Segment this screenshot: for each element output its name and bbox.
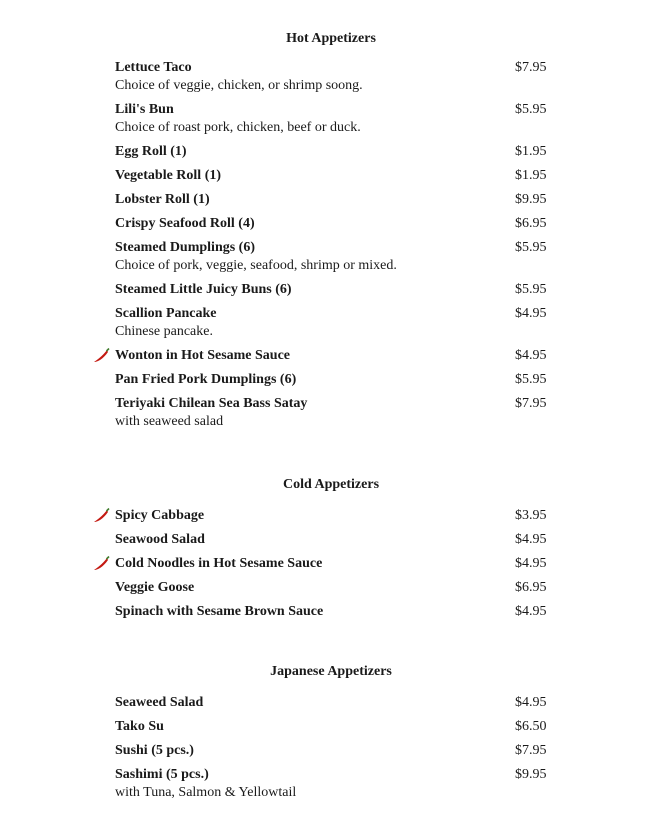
- item-name: Teriyaki Chilean Sea Bass Satay: [115, 396, 308, 411]
- item-price: $1.95: [515, 168, 547, 183]
- item-price: $1.95: [515, 144, 547, 159]
- item-name: Vegetable Roll (1): [115, 168, 222, 183]
- menu-item: [0, 579, 662, 603]
- item-name: Steamed Little Juicy Buns (6): [115, 282, 292, 297]
- item-price: $6.95: [515, 216, 547, 231]
- section-japanese-appetizers: [0, 663, 662, 808]
- section-hot-appetizers: [0, 30, 662, 437]
- item-price: $7.95: [515, 743, 547, 758]
- item-name: Scallion Pancake: [115, 306, 217, 321]
- menu-item: [0, 371, 662, 395]
- item-price: $4.95: [515, 348, 547, 363]
- item-list: [0, 59, 662, 437]
- item-name: Seawood Salad: [115, 532, 205, 547]
- item-name: Lettuce Taco: [115, 60, 192, 75]
- item-price: $6.95: [515, 580, 547, 595]
- menu-item: [0, 531, 662, 555]
- menu-item: [0, 281, 662, 305]
- item-name: Lobster Roll (1): [115, 192, 210, 207]
- item-list: [0, 507, 662, 627]
- section-title: Cold Appetizers: [282, 477, 380, 492]
- menu-item: [0, 742, 662, 766]
- item-name: Cold Noodles in Hot Sesame Sauce: [115, 556, 323, 571]
- item-name: Sushi (5 pcs.): [115, 743, 194, 758]
- chili-pepper-icon: [92, 508, 110, 524]
- section-cold-appetizers: [0, 476, 662, 627]
- menu-item: [0, 305, 662, 347]
- item-price: $5.95: [515, 102, 547, 117]
- menu-item: [0, 718, 662, 742]
- item-name: Veggie Goose: [115, 580, 195, 595]
- menu-item: [0, 191, 662, 215]
- menu-item: [0, 347, 662, 371]
- item-price: $9.95: [515, 192, 547, 207]
- menu-item: [0, 694, 662, 718]
- menu-item: [0, 239, 662, 281]
- menu-item: [0, 555, 662, 579]
- item-name: Pan Fried Pork Dumplings (6): [115, 372, 297, 387]
- item-name: Crispy Seafood Roll (4): [115, 216, 255, 231]
- item-price: $5.95: [515, 240, 547, 255]
- item-price: $6.50: [515, 719, 547, 734]
- chili-pepper-icon: [92, 348, 110, 364]
- section-title: Japanese Appetizers: [270, 664, 392, 679]
- item-price: $4.95: [515, 556, 547, 571]
- menu-item: [0, 507, 662, 531]
- menu-item: [0, 101, 662, 143]
- item-name: Spicy Cabbage: [115, 508, 205, 523]
- item-name: Wonton in Hot Sesame Sauce: [115, 348, 291, 363]
- chili-pepper-icon: [92, 556, 110, 572]
- item-description: Choice of roast pork, chicken, beef or duck.: [115, 120, 361, 135]
- item-name: Steamed Dumplings (6): [115, 240, 256, 255]
- item-price: $5.95: [515, 372, 547, 387]
- item-name: Spinach with Sesame Brown Sauce: [115, 604, 324, 619]
- item-name: Sashimi (5 pcs.): [115, 767, 209, 782]
- item-price: $4.95: [515, 604, 547, 619]
- item-price: $5.95: [515, 282, 547, 297]
- item-name: Lili's Bun: [115, 102, 174, 117]
- item-name: Seaweed Salad: [115, 695, 204, 710]
- item-list: [0, 694, 662, 808]
- menu-item: [0, 395, 662, 437]
- item-description: with seaweed salad: [115, 414, 224, 429]
- item-description: with Tuna, Salmon & Yellowtail: [115, 785, 297, 800]
- item-price: $9.95: [515, 767, 547, 782]
- item-price: $4.95: [515, 532, 547, 547]
- menu-item: [0, 167, 662, 191]
- item-description: Chinese pancake.: [115, 324, 213, 339]
- item-price: $4.95: [515, 695, 547, 710]
- item-price: $3.95: [515, 508, 547, 523]
- item-price: $7.95: [515, 60, 547, 75]
- menu-item: [0, 59, 662, 101]
- section-title: Hot Appetizers: [286, 31, 376, 46]
- menu-item: [0, 766, 662, 808]
- menu-item: [0, 143, 662, 167]
- item-name: Tako Su: [115, 719, 164, 734]
- item-name: Egg Roll (1): [115, 144, 187, 159]
- item-price: $4.95: [515, 306, 547, 321]
- item-description: Choice of veggie, chicken, or shrimp soong.: [115, 78, 363, 93]
- item-price: $7.95: [515, 396, 547, 411]
- menu-item: [0, 215, 662, 239]
- item-description: Choice of pork, veggie, seafood, shrimp or mixed.: [115, 258, 397, 273]
- menu-item: [0, 603, 662, 627]
